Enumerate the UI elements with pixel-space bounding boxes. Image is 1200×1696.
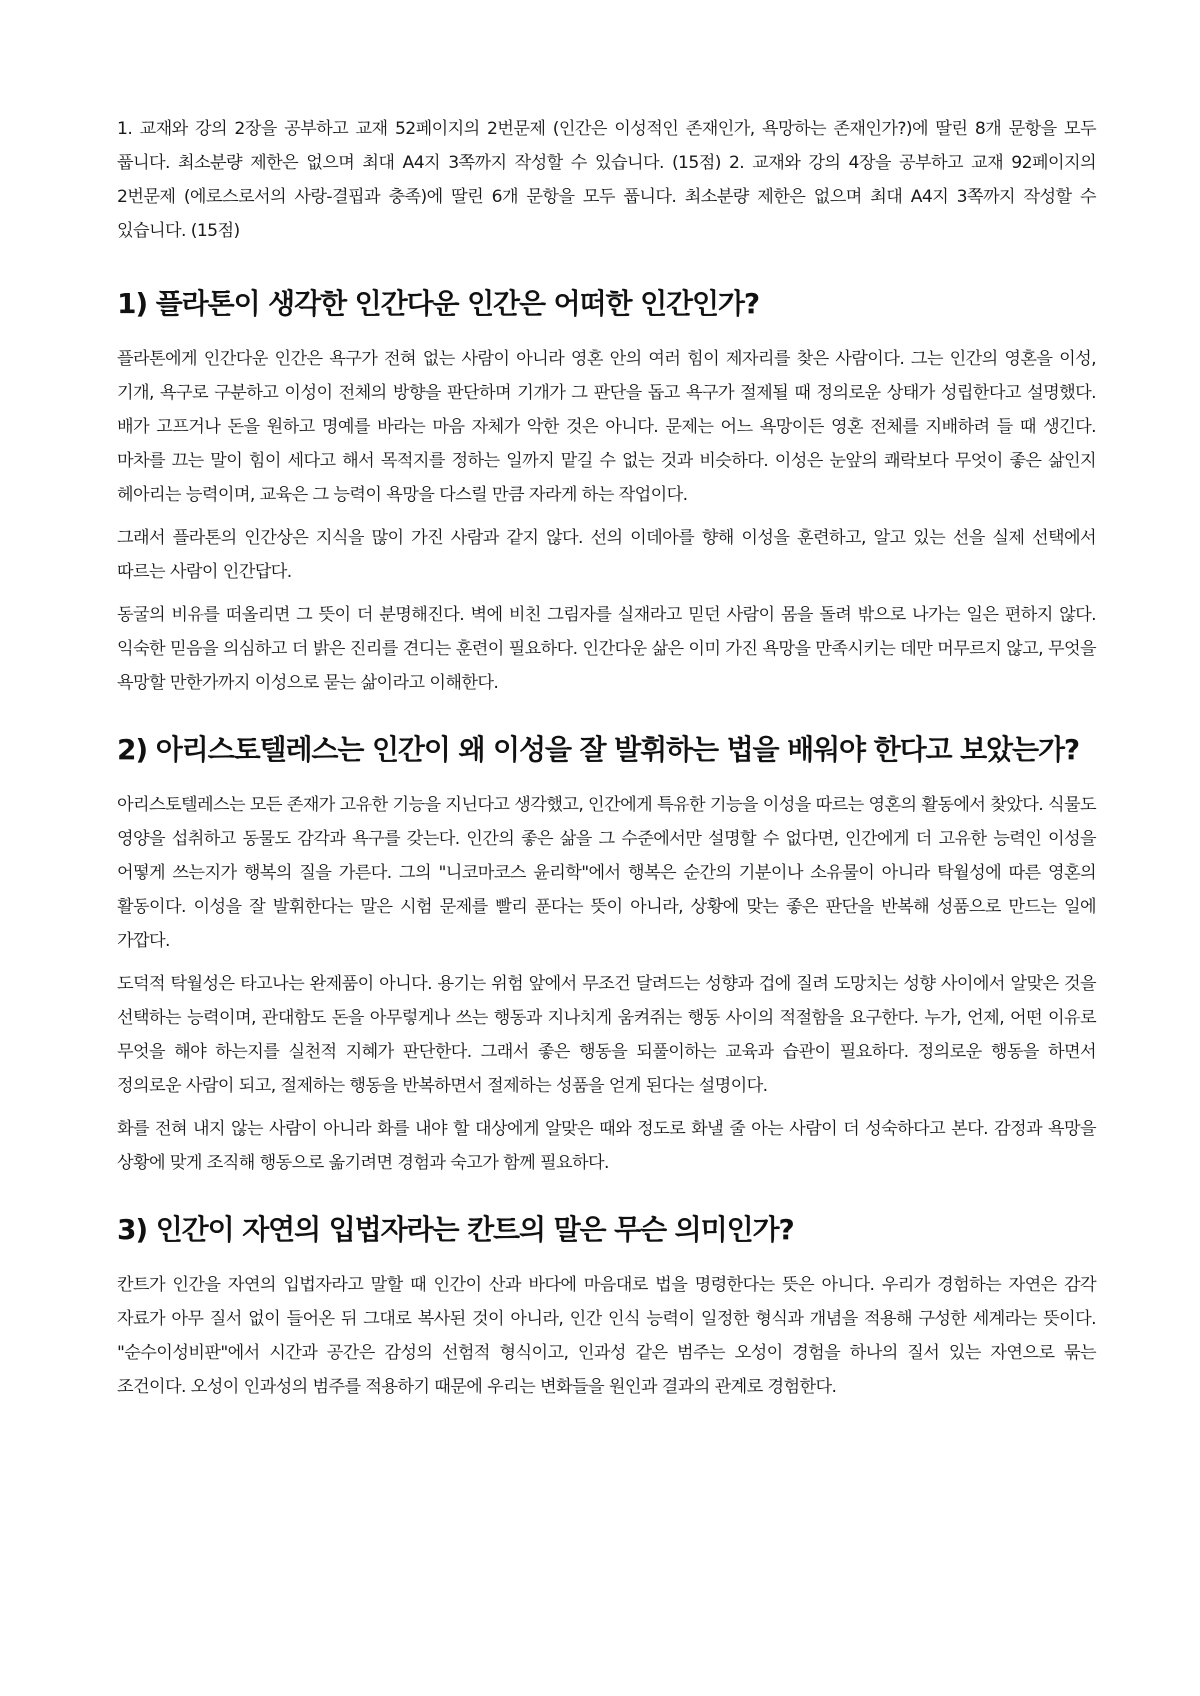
paragraph: 그래서 플라톤의 인간상은 지식을 많이 가진 사람과 같지 않다. 선의 이데아를 향해 이성을 훈련하고, 알고 있는 선을 실제 선택에서 따르는 사람이 인간답다. — [117, 528, 1096, 582]
section-heading: 3) 인간이 자연의 입법자라는 칸트의 말은 무슨 의미인가? — [117, 1213, 794, 1246]
section-plato — [117, 280, 1096, 700]
section-aristotle — [117, 726, 1096, 1180]
paragraph: 동굴의 비유를 떠올리면 그 뜻이 더 분명해진다. 벽에 비친 그림자를 실재라고 믿던 사람이 몸을 돌려 밖으로 나가는 일은 편하지 않다. 익숙한 믿음을 의심하고 더 밝은 진리를 견디는 훈련이 필요하다. 인간다운 삶은 이미 가진 욕망을 만족시키는 데만 머무르지 않고, 무엇을 욕망할 만한가까지 이성으로 묻는 삶이라고 이해한다. — [117, 605, 1096, 693]
paragraph: 도덕적 탁월성은 타고나는 완제품이 아니다. 용기는 위험 앞에서 무조건 달려드는 성향과 겁에 질려 도망치는 성향 사이에서 알맞은 것을 선택하는 능력이며, 관대함도 돈을 아무렇게나 쓰는 행동과 지나치게 움켜쥐는 행동 사이의 적절함을 요구한다. 누가, 언제, 어떤 이유로 무엇을 해야 하는지를 실천적 지혜가 판단한다. 그래서 좋은 행동을 되풀이하는 교육과 습관이 필요하다. 정의로운 행동을 하면서 정의로운 사람이 되고, 절제하는 행동을 반복하면서 절제하는 성품을 얻게 된다는 설명이다. — [117, 974, 1096, 1096]
paragraph: 화를 전혀 내지 않는 사람이 아니라 화를 내야 할 대상에게 알맞은 때와 정도로 화낼 줄 아는 사람이 더 성숙하다고 본다. 감정과 욕망을 상황에 맞게 조직해 행동으로 옮기려면 경험과 숙고가 함께 필요하다. — [117, 1119, 1096, 1173]
assignment-instructions: 1. 교재와 강의 2장을 공부하고 교재 52페이지의 2번문제 (인간은 이성적인 존재인가, 욕망하는 존재인가?)에 딸린 8개 문항을 모두 풉니다. 최소분량 제한은 없으며 최대 A4지 3쪽까지 작성할 수 있습니다. (15점) 2. 교재와 강의 4장을 공부하고 교재 92페이지의 2번문제 (에로스로서의 사랑-결핍과 충족)에 딸린 6개 문항을 모두 풉니다. 최소분량 제한은 없으며 최대 A4지 3쪽까지 작성할 수 있습니다. (15점) — [117, 119, 1096, 241]
section-heading: 1) 플라톤이 생각한 인간다운 인간은 어떠한 인간인가? — [117, 287, 760, 320]
paragraph: 아리스토텔레스는 모든 존재가 고유한 기능을 지닌다고 생각했고, 인간에게 특유한 기능을 이성을 따르는 영혼의 활동에서 찾았다. 식물도 영양을 섭취하고 동물도 감각과 욕구를 갖는다. 인간의 좋은 삶을 그 수준에서만 설명할 수 없다면, 인간에게 더 고유한 능력인 이성을 어떻게 쓰는지가 행복의 질을 가른다. 그의 "니코마코스 윤리학"에서 행복은 순간의 기분이나 소유물이 아니라 탁월성에 따른 영혼의 활동이다. 이성을 잘 발휘한다는 말은 시험 문제를 빨리 푼다는 뜻이 아니라, 상황에 맞는 좋은 판단을 반복해 성품으로 만드는 일에 가깝다. — [117, 795, 1096, 951]
section-heading: 2) 아리스토텔레스는 인간이 왜 이성을 잘 발휘하는 법을 배워야 한다고 보았는가? — [117, 733, 1080, 766]
section-kant — [117, 1206, 1096, 1404]
paragraph: 칸트가 인간을 자연의 입법자라고 말할 때 인간이 산과 바다에 마음대로 법을 명령한다는 뜻은 아니다. 우리가 경험하는 자연은 감각 자료가 아무 질서 없이 들어온 뒤 그대로 복사된 것이 아니라, 인간 인식 능력이 일정한 형식과 개념을 적용해 구성한 세계라는 뜻이다. "순수이성비판"에서 시간과 공간은 감성의 선험적 형식이고, 인과성 같은 범주는 오성이 경험을 하나의 질서 있는 자연으로 묶는 조건이다. 오성이 인과성의 범주를 적용하기 때문에 우리는 변화들을 원인과 결과의 관계로 경험한다. — [117, 1275, 1096, 1397]
paragraph: 플라톤에게 인간다운 인간은 욕구가 전혀 없는 사람이 아니라 영혼 안의 여러 힘이 제자리를 찾은 사람이다. 그는 인간의 영혼을 이성, 기개, 욕구로 구분하고 이성이 전체의 방향을 판단하며 기개가 그 판단을 돕고 욕구가 절제될 때 정의로운 상태가 성립한다고 설명했다. 배가 고프거나 돈을 원하고 명예를 바라는 마음 자체가 악한 것은 아니다. 문제는 어느 욕망이든 영혼 전체를 지배하려 들 때 생긴다. 마차를 끄는 말이 힘이 세다고 해서 목적지를 정하는 일까지 맡길 수 없는 것과 비슷하다. 이성은 눈앞의 쾌락보다 무엇이 좋은 삶인지 헤아리는 능력이며, 교육은 그 능력이 욕망을 다스릴 만큼 자라게 하는 작업이다. — [117, 349, 1096, 505]
